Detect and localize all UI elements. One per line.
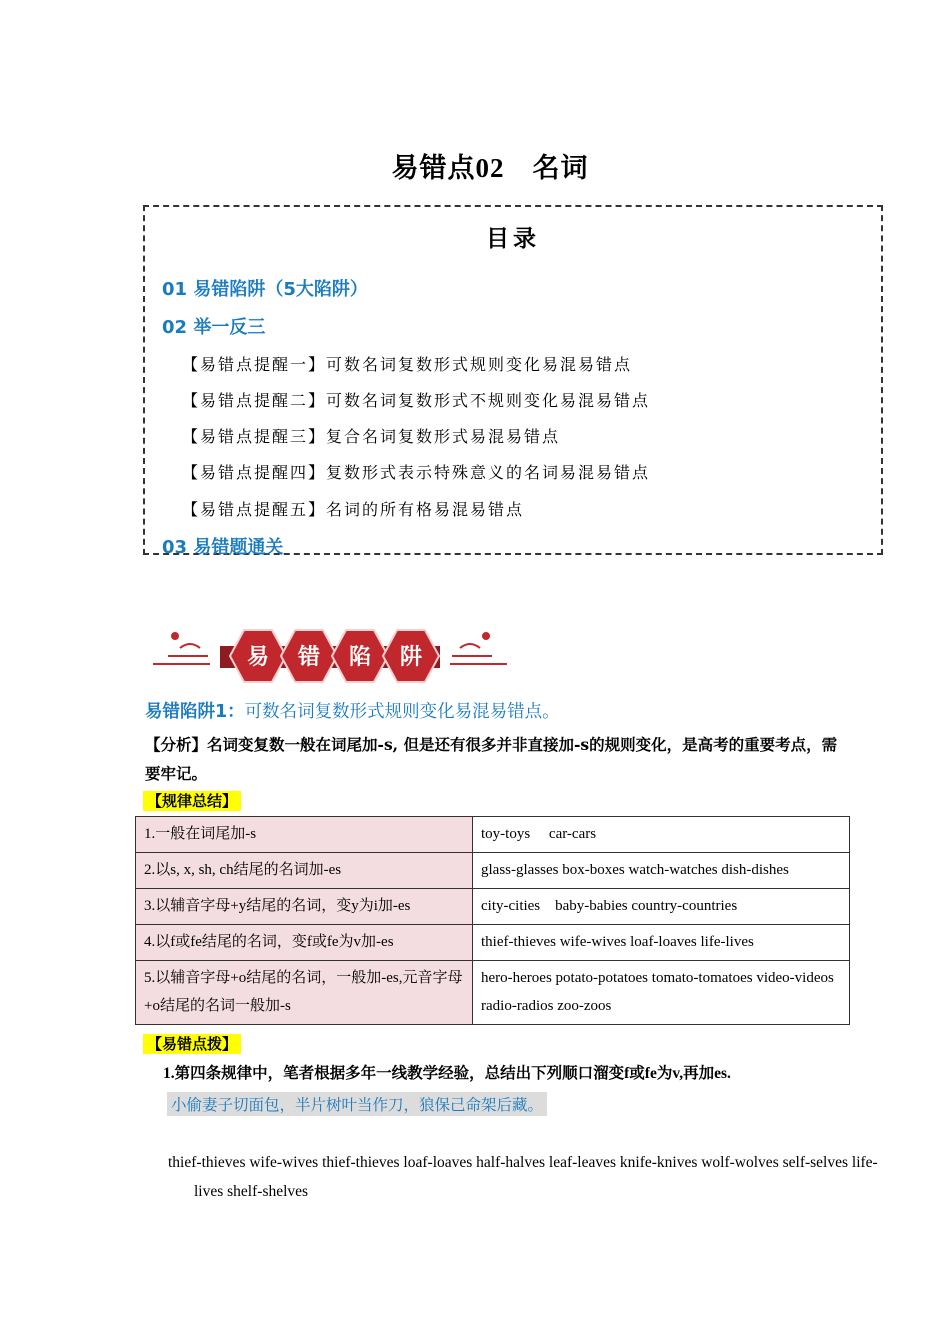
tip-tag-wrap: [143, 1033, 241, 1054]
analysis-paragraph: [145, 730, 845, 788]
rules-tag: 【规律总结】: [143, 791, 241, 811]
example-cell: city-cities baby-babies country-countries: [473, 889, 850, 925]
toc-subitem-3[interactable]: 【易错点提醒三】复合名词复数形式易混易错点: [182, 427, 561, 446]
table-row: [136, 853, 850, 889]
rule-cell: 4.以f或fe结尾的名词，变f或fe为v加-es: [136, 925, 473, 961]
table-row: [136, 961, 850, 1025]
rhyme-text: 小偷妻子切面包，半片树叶当作刀，狼保己命架后藏。: [167, 1092, 547, 1116]
rule-cell: 2.以s, x, sh, ch结尾的名词加-es: [136, 853, 473, 889]
tip-1-text: 1.第四条规律中，笔者根据多年一线教学经验，总结出下列顺口溜变f或fe为v,再加es.: [163, 1065, 731, 1082]
rules-tag-wrap: [143, 790, 241, 811]
toc-section-2[interactable]: 02 举一反三: [162, 317, 266, 338]
toc-subitem-4[interactable]: 【易错点提醒四】复数形式表示特殊意义的名词易混易错点: [182, 463, 651, 482]
toc-subitem-1[interactable]: 【易错点提醒一】可数名词复数形式规则变化易混易错点: [182, 355, 633, 374]
table-row: [136, 889, 850, 925]
toc-heading: 目录: [486, 226, 540, 252]
trap-1-label: 易错陷阱1：: [145, 702, 245, 722]
trap-banner: [150, 620, 510, 692]
toc-section-1[interactable]: 01 易错陷阱（5大陷阱）: [162, 279, 368, 300]
banner-char-1: 易: [246, 645, 270, 670]
toc-section-3[interactable]: 03 易错题通关: [162, 537, 284, 558]
banner-char-3: 陷: [348, 645, 372, 670]
trap-1-text: 可数名词复数形式规则变化易混易错点。: [244, 702, 560, 722]
table-row: [136, 925, 850, 961]
example-cell: toy-toys car-cars: [473, 817, 850, 853]
toc-subitem-5[interactable]: 【易错点提醒五】名词的所有格易混易错点: [182, 500, 525, 519]
tip-tag: 【易错点拨】: [143, 1034, 241, 1054]
page-title: 易错点02 名词: [391, 153, 589, 183]
examples-text: thief-thieves wife-wives thief-thieves loaf-loaves half-halves leaf-leaves knife-knives wolf-wolves self-selves life-lives shelf-shelves: [168, 1154, 878, 1200]
toc-subitem-2[interactable]: 【易错点提醒二】可数名词复数形式不规则变化易混易错点: [182, 391, 651, 410]
analysis-label: 【分析】: [145, 735, 208, 754]
trap-1-title: [145, 698, 560, 723]
example-cell: thief-thieves wife-wives loaf-loaves life-lives: [473, 925, 850, 961]
rule-cell: 1.一般在词尾加-s: [136, 817, 473, 853]
example-cell: hero-heroes potato-potatoes tomato-tomatoes video-videos radio-radios zoo-zoos: [473, 961, 850, 1025]
rule-cell: 3.以辅音字母+y结尾的名词，变y为i加-es: [136, 889, 473, 925]
analysis-text: 名词变复数一般在词尾加-s, 但是还有很多并非直接加-s的规则变化，是高考的重要考点，需要牢记。: [145, 735, 838, 783]
table-row: [136, 817, 850, 853]
rules-table: [135, 816, 850, 1025]
example-cell: glass-glasses box-boxes watch-watches dish-dishes: [473, 853, 850, 889]
banner-char-2: 错: [297, 645, 321, 670]
banner-char-4: 阱: [399, 645, 423, 670]
rule-cell: 5.以辅音字母+o结尾的名词，一般加-es,元音字母+o结尾的名词一般加-s: [136, 961, 473, 1025]
